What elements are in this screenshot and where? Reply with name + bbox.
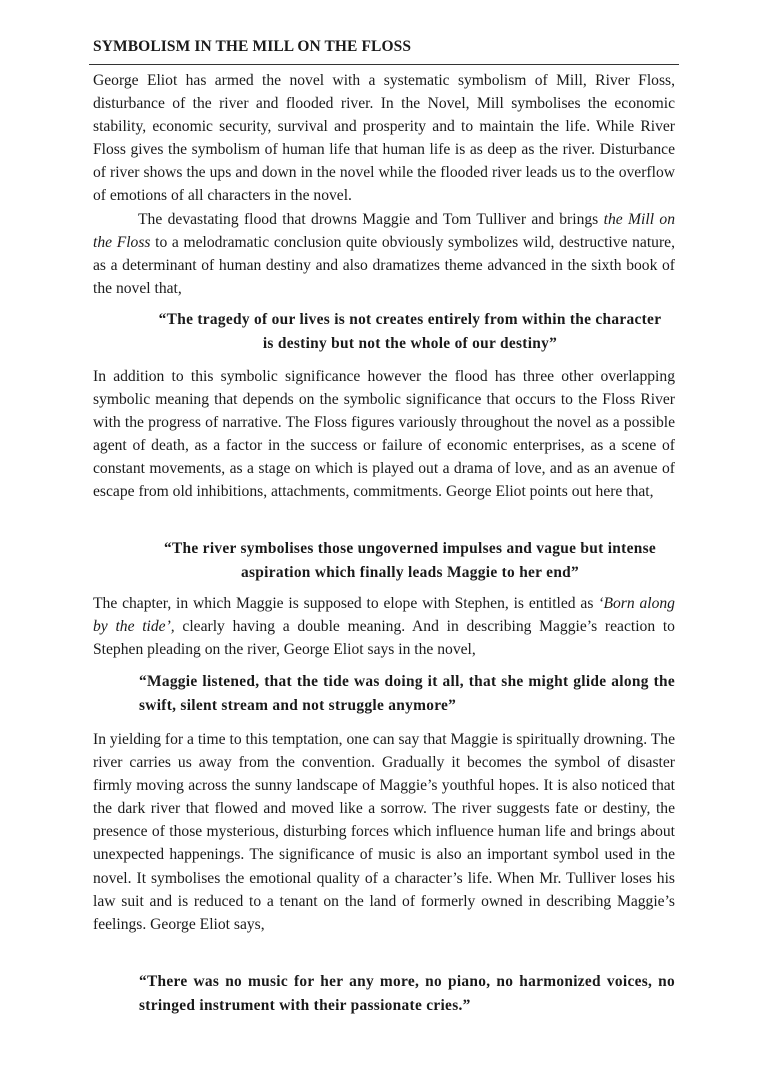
title-underline — [89, 64, 679, 65]
chapter-title-italic: ‘Born along by the tide’, — [93, 595, 675, 636]
quote-2-line-2: aspiration which finally leads Maggie to her end” — [240, 564, 580, 581]
paragraph-4-text-b: clearly having a double meaning. And in describing Maggie’s reaction to Stephen pleading on the river, George Eliot says in the novel, — [93, 618, 675, 659]
paragraph-intro — [93, 69, 675, 300]
paragraph-3: In addition to this symbolic significance however the flood has three other overlapping symbolic meaning that depends on the symbolic significance that occurs to the Floss River with the progress of narrative. The Floss figures variously throughout the novel as a possible agent of death, as a factor in the success or failure of economic enterprises, as a scene of constant movements, as a stage on which is played out a drama of love, and as an avenue of escape from old inhibitions, attachments, commitments. George Eliot points out here that, — [93, 368, 675, 501]
paragraph-4-text-a: The chapter, in which Maggie is supposed to elope with Stephen, is entitled as — [93, 595, 599, 612]
quote-maggie-listened: “Maggie listened, that the tide was doing it all, that she might glide along the swift, silent stream and not struggle anymore” — [139, 673, 675, 714]
quote-no-music: “There was no music for her any more, no piano, no harmonized voices, no stringed instrument with their passionate cries.” — [139, 973, 675, 1014]
quote-1-line-1: “The tragedy of our lives is not creates entirely from within the character — [158, 311, 662, 328]
paragraph-5: In yielding for a time to this temptation, one can say that Maggie is spiritually drowning. The river carries us away from the convention. Gradually it becomes the symbol of disaster firmly moving across the sunny landscape of Maggie’s youthful hopes. It is also noticed that the dark river that flowed and moved like a sorrow. The river suggests fate or destiny, the presence of those mysterious, disturbing forces which influence human life and brings about unexpected happenings. The significance of music is also an important symbol used in the novel. It symbolises the emotional quality of a character’s life. When Mr. Tulliver loses his law suit and is reduced to a tenant on the land of formerly owned in describing Maggie’s feelings. George Eliot says, — [93, 731, 675, 933]
quote-river — [100, 537, 720, 585]
quote-1-line-2: is destiny but not the whole of our destiny” — [262, 335, 558, 352]
quote-2-line-1: “The river symbolises those ungoverned impulses and vague but intense — [163, 540, 656, 557]
quote-tragedy — [100, 308, 720, 356]
paragraph-2-text-a: The devastating flood that drowns Maggie and Tom Tulliver and brings — [138, 210, 604, 228]
page-title: SYMBOLISM IN THE MILL ON THE FLOSS — [93, 38, 412, 55]
paragraph-2-text-b: to a melodramatic conclusion quite obviously symbolizes wild, destructive nature, as a determinant of human destiny and also dramatizes theme advanced in the sixth book of the novel that, — [93, 233, 675, 297]
paragraph-2 — [93, 208, 675, 300]
novel-title-italic: the Mill on the Floss — [93, 210, 675, 251]
paragraph-1: George Eliot has armed the novel with a systematic symbolism of Mill, River Floss, disturbance of the river and flooded river. In the Novel, Mill symbolises the economic stability, economic security, survival and prosperity and to maintain the life. While River Floss gives the symbolism of human life that human life is as deep as the river. Disturbance of river shows the ups and down in the novel while the flooded river leads us to the overflow of emotions of all characters in the novel. — [93, 72, 675, 205]
paragraph-4 — [93, 592, 675, 661]
